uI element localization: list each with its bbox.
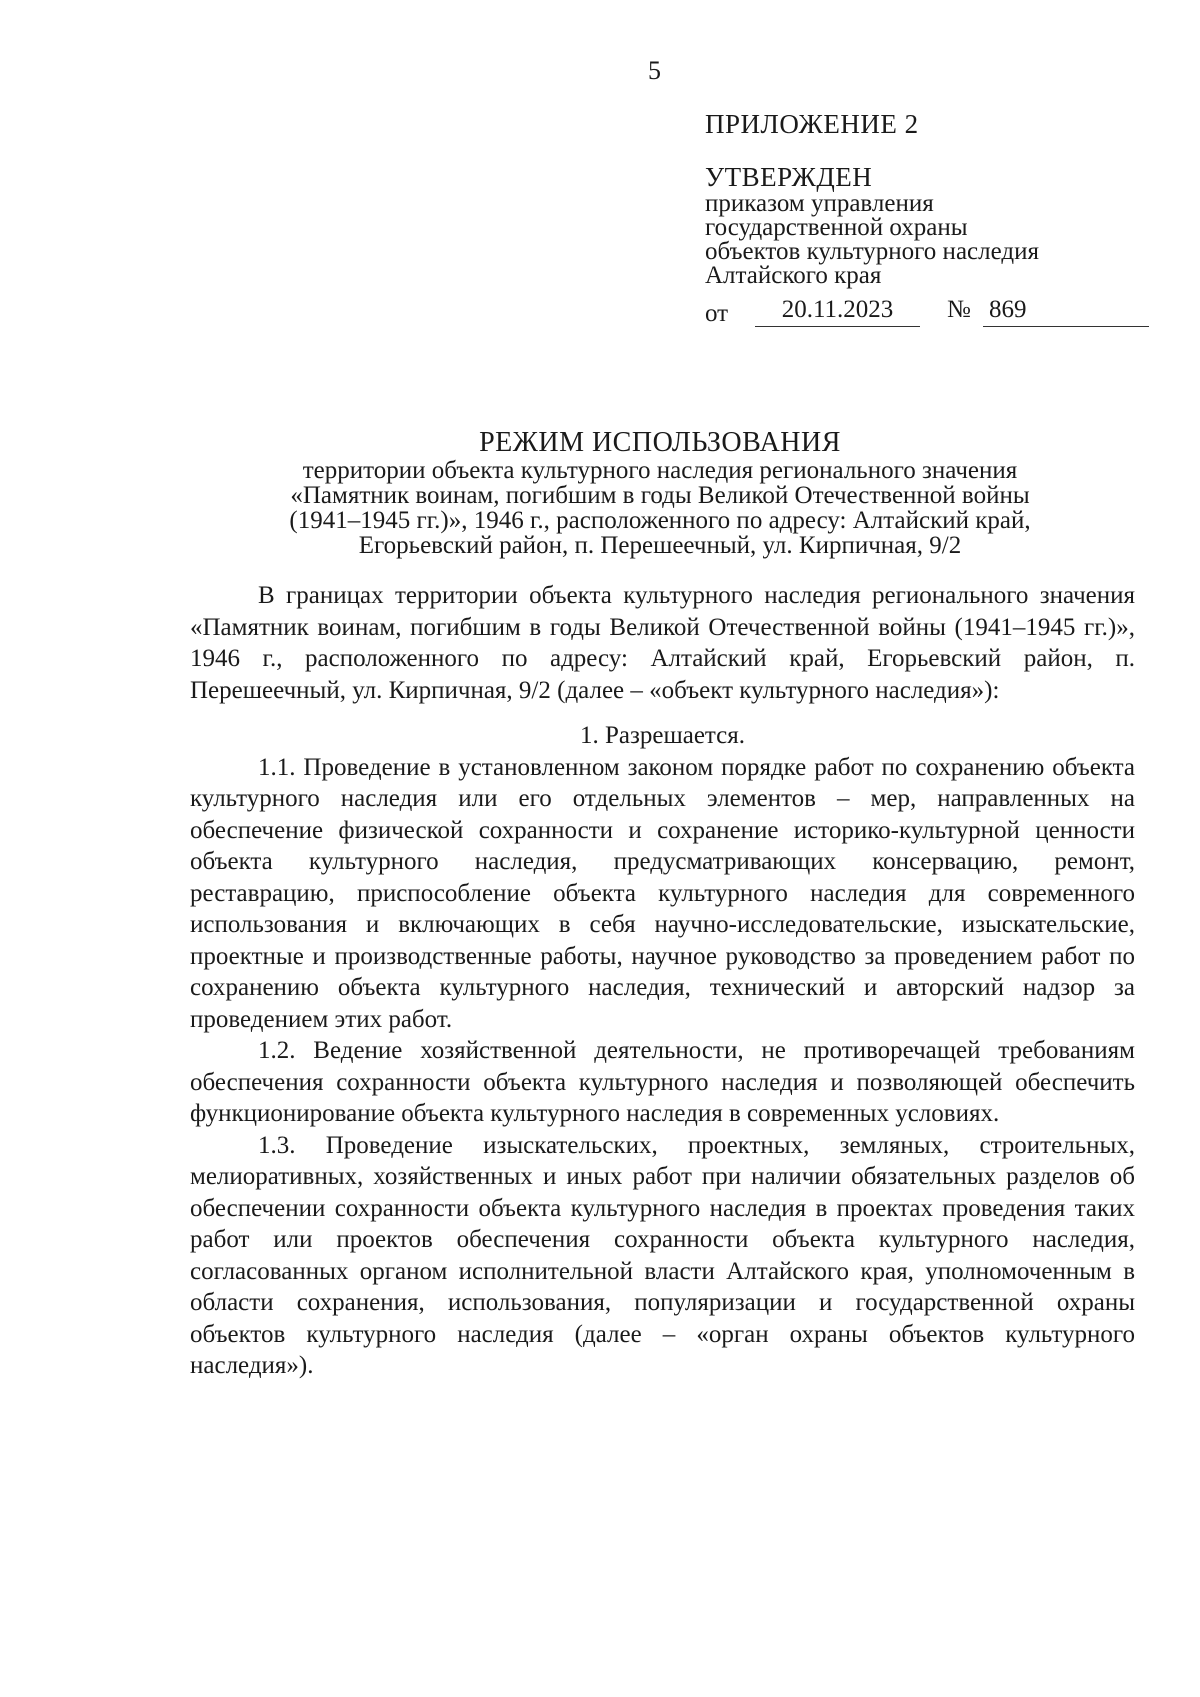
document-title: РЕЖИМ ИСПОЛЬЗОВАНИЯ [479, 427, 841, 458]
clause-1-3: 1.3. Проведение изыскательских, проектных, земляных, строительных, мелиоративных, хозяйственных и иных работ при наличии обязательных разделов об обеспечении сохранности объекта культурного наследия в проектах проведения таких работ или проектов обеспечения сохранности объекта культурного наследия, согласованных органом исполнительной власти Алтайского края, уполномоченным в области сохранения, использования, популяризации и государственной охраны объектов культурного наследия (далее – «орган охраны объектов культурного наследия»). [190, 1131, 1135, 1379]
order-reference [705, 296, 1175, 330]
approval-line: государственной охраны [705, 214, 968, 241]
order-number: 869 [983, 296, 1149, 327]
order-date: 20.11.2023 [755, 296, 920, 327]
approval-line: приказом управления [705, 190, 934, 217]
title-line: (1941–1945 гг.)», 1946 г., расположенного по адресу: Алтайский край, [289, 507, 1031, 534]
section-heading: 1. Разрешается. [580, 722, 745, 749]
title-line: территории объекта культурного наследия регионального значения [302, 457, 1018, 484]
approval-authority [705, 192, 1175, 288]
approval-block [705, 108, 1175, 330]
approval-line: объектов культурного наследия [705, 238, 1039, 265]
intro-paragraph: В границах территории объекта культурного наследия регионального значения «Памятник воинам, погибшим в годы Великой Отечественной войны (1941–1945 гг.)», 1946 г., расположенного по адресу: Алтайский край, Егорьевский район, п. Перешеечный, ул. Кирпичная, 9/2 (далее – «объект культурного наследия»): [190, 582, 1135, 704]
document-title-block [190, 428, 1130, 558]
page-number: 5 [648, 56, 661, 85]
title-line: Егорьевский район, п. Перешеечный, ул. Кирпичная, 9/2 [358, 532, 962, 559]
document-body [190, 580, 1135, 1382]
from-label: от [705, 300, 729, 327]
title-line: «Памятник воинам, погибшим в годы Великой Отечественной войны [290, 482, 1030, 509]
approval-line: Алтайского края [705, 262, 882, 289]
appendix-label: ПРИЛОЖЕНИЕ 2 [705, 109, 919, 139]
approved-label: УТВЕРЖДЕН [705, 162, 873, 192]
number-sign: № [947, 296, 971, 323]
clause-1-1: 1.1. Проведение в установленном законом порядке работ по сохранению объекта культурного наследия или его отдельных элементов – мер, направленных на обеспечение физической сохранности и сохранение историко-культурной ценности объекта культурного наследия, предусматривающих консервацию, ремонт, реставрацию, приспособление объекта культурного наследия для современного использования и включающих в себя научно-исследовательские, изыскательские, проектные и производственные работы, научное руководство за проведением работ по сохранению объекта культурного наследия, технический и авторский надзор за проведением этих работ. [190, 753, 1135, 1033]
clause-1-2: 1.2. Ведение хозяйственной деятельности, не противоречащей требованиям обеспечения сохранности объекта культурного наследия и позволяющей обеспечить функционирование объекта культурного наследия в современных условиях. [190, 1037, 1135, 1127]
